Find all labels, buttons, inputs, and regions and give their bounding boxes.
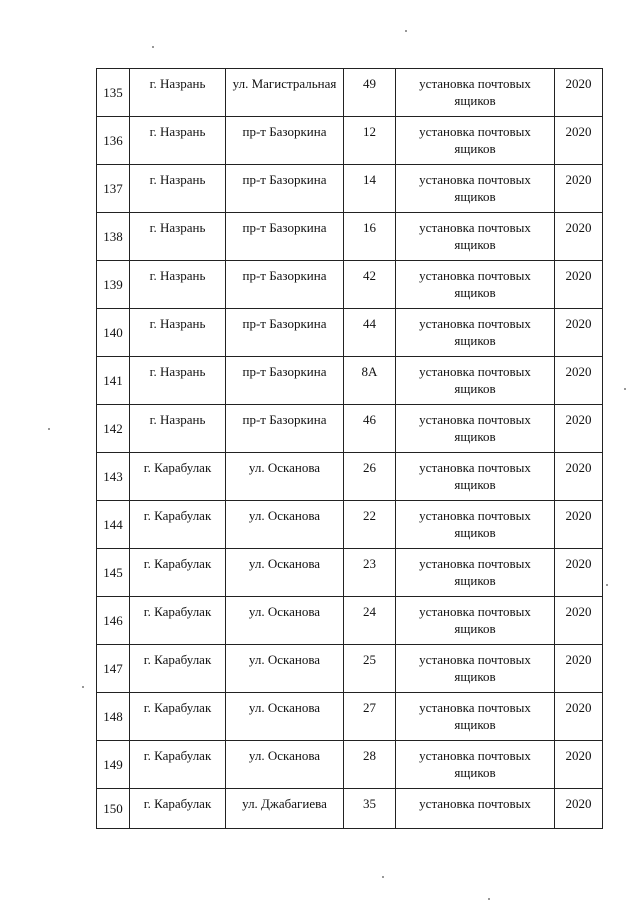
row-year: 2020 xyxy=(555,213,603,261)
row-work: установка почтовых ящиков xyxy=(396,69,555,117)
row-number: 148 xyxy=(97,693,130,741)
row-house: 12 xyxy=(344,117,396,165)
row-house: 16 xyxy=(344,213,396,261)
row-house: 26 xyxy=(344,453,396,501)
table-row xyxy=(97,453,603,501)
row-house: 46 xyxy=(344,405,396,453)
row-year: 2020 xyxy=(555,549,603,597)
works-table xyxy=(96,68,603,829)
table-row xyxy=(97,117,603,165)
row-house: 49 xyxy=(344,69,396,117)
table-row xyxy=(97,213,603,261)
row-number: 137 xyxy=(97,165,130,213)
table-row xyxy=(97,693,603,741)
row-street: пр-т Базоркина xyxy=(226,213,344,261)
row-house: 14 xyxy=(344,165,396,213)
row-work: установка почтовых ящиков xyxy=(396,453,555,501)
row-house: 44 xyxy=(344,309,396,357)
row-work: установка почтовых ящиков xyxy=(396,309,555,357)
row-street: пр-т Базоркина xyxy=(226,165,344,213)
row-work: установка почтовых xyxy=(396,789,555,829)
row-year: 2020 xyxy=(555,117,603,165)
row-street: ул. Осканова xyxy=(226,549,344,597)
row-city: г. Назрань xyxy=(130,357,226,405)
row-year: 2020 xyxy=(555,501,603,549)
table-row xyxy=(97,789,603,829)
row-work: установка почтовых ящиков xyxy=(396,645,555,693)
row-number: 145 xyxy=(97,549,130,597)
table-row xyxy=(97,741,603,789)
row-year: 2020 xyxy=(555,309,603,357)
row-street: пр-т Базоркина xyxy=(226,405,344,453)
row-city: г. Карабулак xyxy=(130,741,226,789)
table-row xyxy=(97,597,603,645)
row-year: 2020 xyxy=(555,453,603,501)
works-table-body xyxy=(97,69,603,829)
row-city: г. Карабулак xyxy=(130,789,226,829)
table-row xyxy=(97,165,603,213)
row-city: г. Назрань xyxy=(130,309,226,357)
row-work: установка почтовых ящиков xyxy=(396,549,555,597)
scan-speck xyxy=(382,876,384,878)
row-year: 2020 xyxy=(555,69,603,117)
table-row xyxy=(97,309,603,357)
table-row xyxy=(97,501,603,549)
row-city: г. Назрань xyxy=(130,213,226,261)
row-work: установка почтовых ящиков xyxy=(396,165,555,213)
row-year: 2020 xyxy=(555,645,603,693)
row-house: 24 xyxy=(344,597,396,645)
scan-speck xyxy=(48,428,50,430)
row-street: пр-т Базоркина xyxy=(226,117,344,165)
row-street: ул. Осканова xyxy=(226,741,344,789)
row-number: 136 xyxy=(97,117,130,165)
row-city: г. Назрань xyxy=(130,405,226,453)
row-street: пр-т Базоркина xyxy=(226,261,344,309)
row-year: 2020 xyxy=(555,261,603,309)
row-house: 28 xyxy=(344,741,396,789)
row-city: г. Назрань xyxy=(130,261,226,309)
row-work: установка почтовых ящиков xyxy=(396,597,555,645)
row-number: 146 xyxy=(97,597,130,645)
table-row xyxy=(97,405,603,453)
row-city: г. Назрань xyxy=(130,69,226,117)
row-number: 142 xyxy=(97,405,130,453)
row-city: г. Карабулак xyxy=(130,597,226,645)
row-city: г. Карабулак xyxy=(130,693,226,741)
row-number: 149 xyxy=(97,741,130,789)
row-work: установка почтовых ящиков xyxy=(396,405,555,453)
scan-speck xyxy=(152,46,154,48)
row-house: 35 xyxy=(344,789,396,829)
row-street: ул. Осканова xyxy=(226,453,344,501)
row-year: 2020 xyxy=(555,405,603,453)
row-street: ул. Джабагиева xyxy=(226,789,344,829)
row-house: 23 xyxy=(344,549,396,597)
row-house: 25 xyxy=(344,645,396,693)
row-number: 144 xyxy=(97,501,130,549)
table-row xyxy=(97,645,603,693)
scan-speck xyxy=(624,388,626,390)
table-row xyxy=(97,69,603,117)
row-city: г. Карабулак xyxy=(130,501,226,549)
row-year: 2020 xyxy=(555,165,603,213)
row-number: 141 xyxy=(97,357,130,405)
table-row xyxy=(97,549,603,597)
row-house: 42 xyxy=(344,261,396,309)
scan-speck xyxy=(405,30,407,32)
row-year: 2020 xyxy=(555,741,603,789)
row-year: 2020 xyxy=(555,597,603,645)
row-city: г. Назрань xyxy=(130,117,226,165)
row-number: 147 xyxy=(97,645,130,693)
row-work: установка почтовых ящиков xyxy=(396,501,555,549)
row-number: 139 xyxy=(97,261,130,309)
row-house: 27 xyxy=(344,693,396,741)
row-year: 2020 xyxy=(555,789,603,829)
row-number: 138 xyxy=(97,213,130,261)
row-year: 2020 xyxy=(555,357,603,405)
row-work: установка почтовых ящиков xyxy=(396,357,555,405)
row-city: г. Карабулак xyxy=(130,453,226,501)
row-city: г. Карабулак xyxy=(130,549,226,597)
row-work: установка почтовых ящиков xyxy=(396,117,555,165)
row-street: ул. Осканова xyxy=(226,693,344,741)
row-city: г. Карабулак xyxy=(130,645,226,693)
scan-speck xyxy=(488,898,490,900)
row-city: г. Назрань xyxy=(130,165,226,213)
row-work: установка почтовых ящиков xyxy=(396,741,555,789)
row-year: 2020 xyxy=(555,693,603,741)
row-house: 8А xyxy=(344,357,396,405)
row-street: ул. Осканова xyxy=(226,645,344,693)
row-work: установка почтовых ящиков xyxy=(396,693,555,741)
table-row xyxy=(97,357,603,405)
row-street: пр-т Базоркина xyxy=(226,309,344,357)
row-street: ул. Магистральная xyxy=(226,69,344,117)
scan-speck xyxy=(82,686,84,688)
row-number: 143 xyxy=(97,453,130,501)
row-street: ул. Осканова xyxy=(226,597,344,645)
table-row xyxy=(97,261,603,309)
row-number: 135 xyxy=(97,69,130,117)
row-street: пр-т Базоркина xyxy=(226,357,344,405)
row-work: установка почтовых ящиков xyxy=(396,261,555,309)
row-house: 22 xyxy=(344,501,396,549)
row-number: 150 xyxy=(97,789,130,829)
row-work: установка почтовых ящиков xyxy=(396,213,555,261)
scan-speck xyxy=(606,584,608,586)
row-street: ул. Осканова xyxy=(226,501,344,549)
row-number: 140 xyxy=(97,309,130,357)
